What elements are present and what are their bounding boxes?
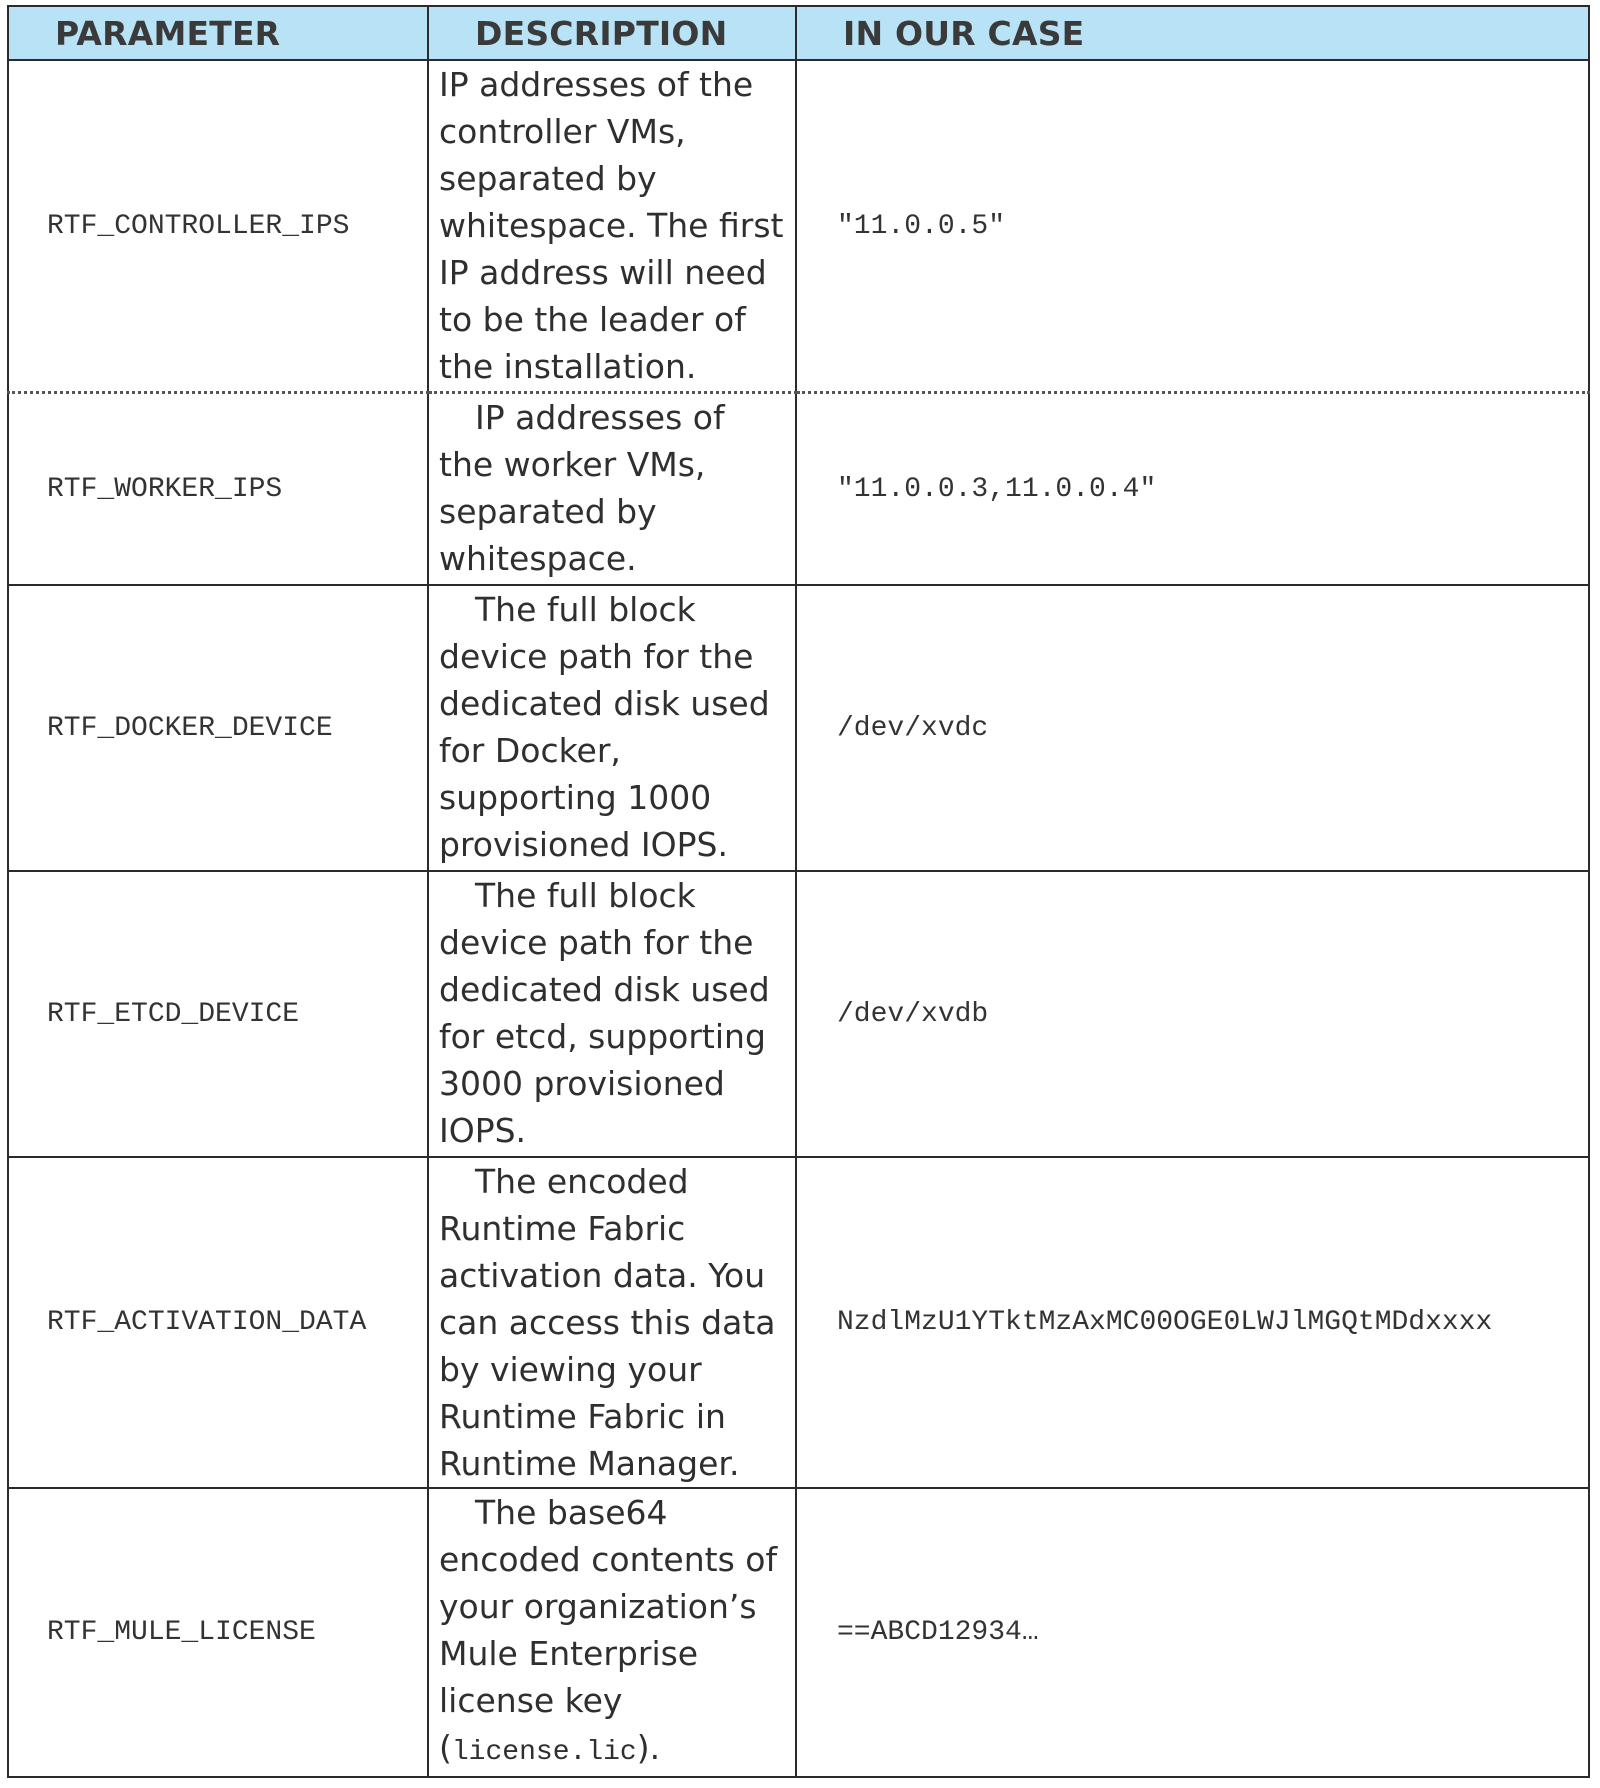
parameters-table — [7, 5, 1590, 1778]
description-cell — [428, 393, 796, 586]
table-row — [8, 1488, 1589, 1777]
value-cell: /dev/xvdb — [796, 871, 1589, 1157]
table-row — [8, 871, 1589, 1157]
description-cell — [428, 585, 796, 871]
license-filename: license.lic — [451, 1737, 637, 1768]
description-text: The full block device path for the dedicated disk used for Docker, supporting 1000 provisioned IOPS. — [439, 590, 770, 864]
table-row — [8, 60, 1589, 393]
header-in-our-case: IN OUR CASE — [796, 6, 1589, 60]
value-cell: "11.0.0.3,11.0.0.4" — [796, 393, 1589, 586]
table-header-row — [8, 6, 1589, 60]
header-description: DESCRIPTION — [428, 6, 796, 60]
description-text: IP addresses of the controller VMs, separated by whitespace. The first IP address will need to be the leader of the installation. — [439, 65, 784, 386]
value-cell: "11.0.0.5" — [796, 60, 1589, 393]
description-text: The full block device path for the dedicated disk used for etcd, supporting 3000 provisioned IOPS. — [439, 876, 770, 1150]
value-cell: NzdlMzU1YTktMzAxMC00OGE0LWJlMGQtMDdxxxx — [796, 1157, 1589, 1488]
table-row — [8, 1157, 1589, 1488]
value-cell: ==ABCD12934… — [796, 1488, 1589, 1777]
description-cell — [428, 1157, 796, 1488]
parameter-cell: RTF_ACTIVATION_DATA — [8, 1157, 428, 1488]
table-row — [8, 393, 1589, 586]
description-cell — [428, 60, 796, 393]
description-text: IP addresses of the worker VMs, separated by whitespace. — [439, 398, 725, 578]
table-row — [8, 585, 1589, 871]
description-text: The base64 encoded contents of your organization’s Mule Enterprise license key ( — [439, 1493, 778, 1767]
value-cell: /dev/xvdc — [796, 585, 1589, 871]
parameter-cell: RTF_CONTROLLER_IPS — [8, 60, 428, 393]
description-text-end: ). — [636, 1728, 661, 1767]
parameter-cell: RTF_DOCKER_DEVICE — [8, 585, 428, 871]
parameter-cell: RTF_MULE_LICENSE — [8, 1488, 428, 1777]
description-text: The encoded Runtime Fabric activation data. You can access this data by viewing your Runtime Fabric in Runtime Manager. — [439, 1162, 776, 1483]
parameter-cell: RTF_WORKER_IPS — [8, 393, 428, 586]
description-cell — [428, 871, 796, 1157]
parameter-cell: RTF_ETCD_DEVICE — [8, 871, 428, 1157]
description-cell — [428, 1488, 796, 1777]
header-parameter: PARAMETER — [8, 6, 428, 60]
